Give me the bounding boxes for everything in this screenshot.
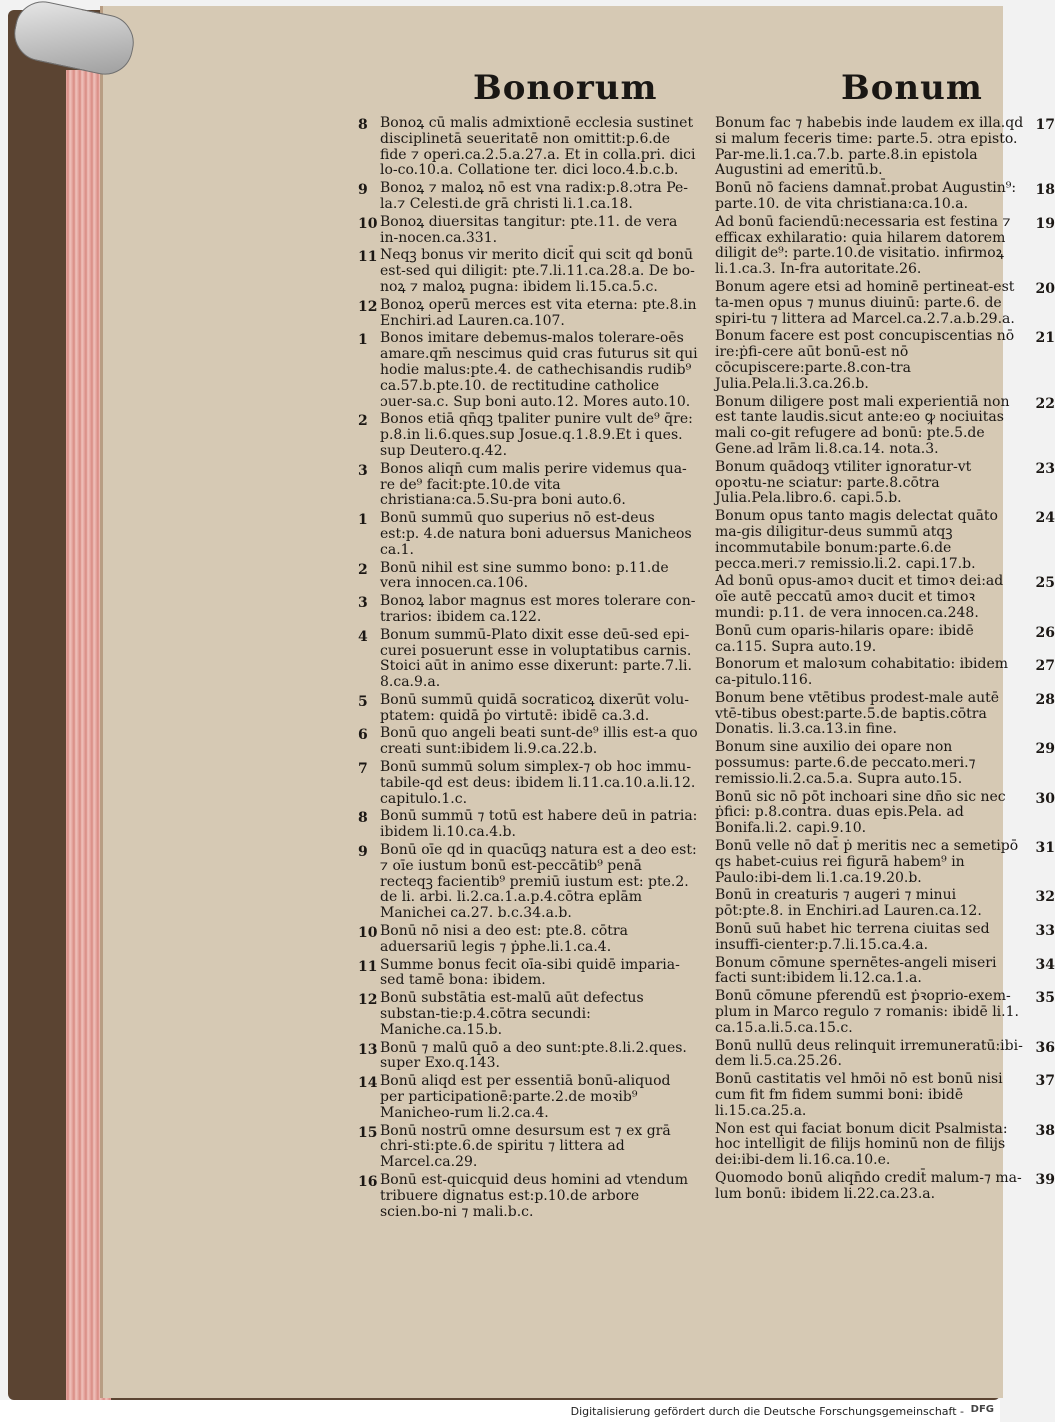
entry-number: 38: [1035, 1122, 1055, 1139]
entry-number: 8: [358, 810, 368, 827]
footer-text: Digitalisierung gefördert durch die Deutsche Forschungsgemeinschaft -: [570, 1405, 964, 1418]
entry-text: Bonū cōmune pferendū est ṗꝛoprio-exem-plum in Marco regulo ⁊ romanis: ibidē li.1. ca.15.a.li.5.ca.15.c.: [715, 988, 1019, 1036]
entry-number: 34: [1035, 956, 1055, 973]
header-right: Bonum: [841, 68, 983, 108]
index-entry: [715, 624, 1055, 656]
entry-number: 35: [1035, 990, 1055, 1007]
index-entry: [358, 594, 698, 626]
entry-text: Bonū summū ⁊ totū est habere deū in patria: ibidem li.10.ca.4.b.: [380, 808, 698, 841]
entry-text: Bonū nihil est sine summo bono: p.11.de vera innocen.ca.106.: [380, 559, 669, 592]
entry-text: Bonū castitatis vel hmōi nō est bonū nisi cum fit fm fidem summi boni: ibidē li.15.ca.25.a.: [715, 1071, 1003, 1119]
index-entry: [358, 1074, 698, 1121]
index-entry: [358, 726, 698, 758]
header-left: Bonorum: [473, 68, 658, 108]
entry-text: Bonū summū solum simplex-⁊ ob hoc immu-tabile-qd est deus: ibidem li.11.ca.10.a.li.12. capitulo.1.c.: [380, 759, 696, 807]
index-entry: [715, 116, 1055, 179]
entry-text: Bonoꝝ diuersitas tangitur: pte.11. de vera in-nocen.ca.331.: [380, 213, 678, 246]
index-entry: [358, 462, 698, 509]
entry-number: 4: [358, 628, 368, 645]
index-entry: [715, 1039, 1055, 1071]
index-entry: [358, 116, 698, 179]
index-entry: [358, 1173, 698, 1220]
entry-text: Bonū summū quidā socraticoꝝ dixerūt volu-ptatem: quidā ṗo virtutē: ibidē ca.3.d.: [380, 691, 690, 724]
index-entry: [715, 839, 1055, 886]
entry-number: 22: [1035, 395, 1055, 412]
entry-text: Bonū ⁊ malū quō a deo sunt:pte.8.li.2.ques. super Exo.q.143.: [380, 1039, 687, 1072]
index-entry: [358, 924, 698, 956]
entry-text: Bonū quo angeli beati sunt-de⁹ illis est-a quo creati sunt:ibidem li.9.ca.22.b.: [380, 725, 698, 758]
index-entry: [715, 740, 1055, 787]
index-entry: [715, 888, 1055, 920]
index-entry: [715, 280, 1055, 327]
entry-number: 12: [358, 992, 378, 1009]
entry-number: 11: [358, 249, 378, 266]
index-entry: [715, 1122, 1055, 1169]
entry-number: 16: [358, 1174, 378, 1190]
entry-text: Bonum sine auxilio dei opare non possumus: parte.6.de peccato.meri.⁊ remissio.li.2.ca.5.a. Supra auto.15.: [715, 739, 976, 787]
entry-number: 9: [358, 182, 368, 199]
index-entry: [358, 331, 698, 410]
entry-number: 29: [1035, 741, 1055, 758]
entry-text: Bonoꝝ labor magnus est mores tolerare con-trarios: ibidem ca.122.: [380, 593, 696, 625]
entry-number: 37: [1035, 1073, 1055, 1090]
entry-text: Summe bonus fecit oīa-sibi quidē imparia-sed tamē bona: ibidem.: [380, 956, 680, 989]
entry-number: 2: [358, 413, 368, 430]
entry-number: 1: [358, 512, 368, 529]
entry-number: 26: [1035, 624, 1055, 641]
entry-text: Bonū nō faciens damnat̄.probat Augustin⁹: parte.10. de vita christiana:ca.10.a.: [715, 180, 1017, 212]
entry-text: Bonū aliqd est per essentiā bonū-aliquod per participationē:parte.2.de moꝛib⁹ Manicheo-rum li.2.ca.4.: [380, 1073, 671, 1121]
index-entry: [715, 460, 1055, 507]
entry-number: 23: [1035, 460, 1055, 477]
index-entry: [715, 1171, 1055, 1203]
index-entry: [358, 1124, 698, 1171]
entry-number: 5: [358, 693, 368, 710]
entry-number: 9: [358, 844, 368, 861]
index-entry: [358, 248, 698, 295]
index-entry: [715, 922, 1055, 954]
entry-number: 11: [358, 958, 378, 975]
index-entry: [358, 693, 698, 725]
index-entry: [715, 790, 1055, 837]
entry-number: 21: [1035, 330, 1055, 347]
index-entry: [715, 657, 1055, 689]
entry-number: 7: [358, 761, 368, 778]
entry-text: Bonū summū quo superius nō est-deus est:p. 4.de natura boni aduersus Manicheos ca.1.: [380, 510, 692, 558]
entry-text: Bonū velle nō dat̄ ṗ meritis nec a semetipō qs habet-cuius rei figurā habem⁹ in Paulo:ibi-dem li.1.ca.19.20.b.: [715, 838, 1019, 886]
index-entry: [715, 956, 1055, 988]
index-entry: [358, 843, 698, 922]
index-entry: [358, 958, 698, 990]
index-entry: [715, 574, 1055, 621]
entry-text: Quomodo bonū aliqn̄do credit̄ malum-⁊ ma-lum bonū: ibidem li.22.ca.23.a.: [715, 1170, 1022, 1202]
entry-text: Bonoꝝ cū malis admixtionē ecclesia sustinet disciplinetā seueritatē non omittit:p.6.de fide ⁊ operi.ca.2.5.a.27.a. Et in colla.pri. dici lo-co.10.a. Collatione ter. dici loco.4.b.c.b.: [380, 115, 696, 179]
entry-text: Bonū nullū deus relinquit irremuneratū:ibi-dem li.5.ca.25.26.: [715, 1037, 1023, 1070]
entry-number: 32: [1035, 889, 1055, 906]
index-entry: [358, 215, 698, 247]
index-entry: [715, 691, 1055, 738]
entry-number: 27: [1035, 658, 1055, 675]
entry-text: Bonū suū habet hic terrena ciuitas sed insuffi-cienter:p.7.li.15.ca.4.a.: [715, 921, 990, 953]
entry-text: Bonum summū-Plato dixit esse deū-sed epi-curei posuerunt esse in voluptatibus carnis. Stoici aūt in animo esse dixerunt: parte.7.li. 8.ca.9.a.: [380, 626, 692, 691]
entry-text: Bonum quādoqꝫ vtiliter ignoratur-vt opoꝛtu-ne sciatur: parte.8.cōtra Julia.Pela.libro.6. capi.5.b.: [715, 458, 972, 507]
entry-text: Bonoꝝ operū merces est vita eterna: pte.8.in Enchiri.ad Lauren.ca.107.: [380, 296, 697, 329]
entry-text: Bonos aliqn̄ cum malis perire videmus qua-re de⁹ facit:pte.10.de vita christiana:ca.5.Su-pra boni auto.6.: [380, 460, 687, 509]
left-column: [358, 116, 698, 1222]
entry-text: Bonum agere etsi ad hominē pertineat-est ta-men opus ⁊ munus diuinū: parte.6. de spiri-tu ⁊ littera ad Marcel.ca.2.7.a.b.29.a.: [715, 278, 1015, 327]
entry-text: Bonum opus tanto magis delectat quāto ma-gis diligitur-deus summū atqꝫ incommutabile bonum:parte.6.de pecca.meri.⁊ remissio.li.2. capi.17.b.: [715, 508, 998, 572]
entry-number: 14: [358, 1075, 378, 1092]
index-entry: [358, 298, 698, 330]
entry-number: 31: [1035, 840, 1055, 857]
entry-number: 17: [1035, 117, 1055, 133]
dfg-logo: DFG: [970, 1404, 994, 1415]
entry-number: 30: [1035, 790, 1055, 807]
index-entry: [358, 181, 698, 213]
index-entry: [358, 511, 698, 558]
index-entry: [358, 809, 698, 841]
entry-text: Bonum bene vtētibus prodest-male autē vtē-tibus obest:parte.5.de baptis.cōtra Donatis. li.3.ca.13.in fine.: [715, 689, 999, 738]
entry-number: 6: [358, 727, 368, 744]
entry-text: Bonorum et maloꝛum cohabitatio: ibidem ca-pitulo.116.: [715, 656, 1009, 689]
index-entry: [715, 395, 1055, 458]
entry-number: 3: [358, 595, 368, 612]
entry-number: 24: [1035, 510, 1055, 527]
index-entry: [715, 1072, 1055, 1119]
entry-text: Bonū oīe qd in quacūqꝫ natura est a deo est: ⁊ oīe iustum bonū est-peccātib⁹ penā recteqꝫ facientib⁹ premiū iustum est: pte.2. de li. arbi. li.2.ca.1.a.p.4.cōtra eplām Manichei ca.27. b.c.34.a.b.: [380, 842, 697, 922]
index-entry: [358, 412, 698, 459]
entry-text: Bonū nostrū omne desursum est ⁊ ex grā chri-sti:pte.6.de spiritu ⁊ littera ad Marcel.ca.29.: [380, 1122, 671, 1171]
entry-number: 1: [358, 332, 368, 349]
entry-number: 10: [358, 925, 378, 942]
entry-number: 28: [1035, 691, 1055, 708]
entry-text: Bonū cum oparis-hilaris opare: ibidē ca.115. Supra auto.19.: [715, 622, 974, 655]
entry-number: 8: [358, 117, 368, 133]
entry-number: 3: [358, 462, 368, 479]
index-entry: [715, 215, 1055, 278]
entry-text: Bonum cōmune spernētes-angeli miseri facti sunt:ibidem li.12.ca.1.a.: [715, 954, 997, 987]
entry-number: 36: [1035, 1039, 1055, 1056]
entry-number: 18: [1035, 182, 1055, 199]
entry-number: 10: [358, 215, 378, 232]
entry-text: Neqꝫ bonus vir merito dicit̄ qui scit qd bonū est-sed qui diligit: pte.7.li.11.ca.28.a. De bo-noꝝ ⁊ maloꝝ pugna: ibidem li.15.ca.5.c.: [380, 247, 695, 295]
entry-text: Ad bonū opus-amoꝛ ducit et timoꝛ dei:ad oīe autē peccatū amoꝛ ducit et timoꝛ mundi: p.11. de vera innocen.ca.248.: [715, 573, 1004, 621]
entry-text: Bonum diligere post mali experientiā non est tante laudis.sicut ante:eo ꝙ nociuitas mali co-git refugere ad bonū: pte.5.de Gene.ad lrām li.8.ca.14. nota.3.: [715, 393, 1010, 457]
entry-number: 20: [1035, 280, 1055, 297]
index-entry: [715, 989, 1055, 1036]
entry-number: 19: [1035, 215, 1055, 232]
entry-text: Bonū substātia est-malū aūt defectus substan-tie:p.4.cōtra secundi: Maniche.ca.15.b.: [380, 990, 644, 1038]
footer: [0, 1400, 1000, 1422]
index-entry: [358, 760, 698, 807]
entry-number: 12: [358, 298, 378, 315]
entry-text: Ad bonū faciendū:necessaria est festina ⁊ efficax exhilaratio: quia hilarem datorem diligit de⁹: parte.10.de visitatio. infirmoꝝ li.1.ca.3. In-fra autoritate.26.: [715, 213, 1011, 278]
entry-number: 15: [358, 1124, 378, 1141]
entry-text: Bonū sic nō pōt inchoari sine dn̄o sic nec ṗfici: p.8.contra. duas epis.Pela. ad Bonifa.li.2. capi.9.10.: [715, 788, 1006, 837]
entry-number: 39: [1035, 1172, 1055, 1188]
entry-text: Bonos imitare debemus-malos tolerare-oēs amare.qm̄ nescimus quid cras futurus sit qui hodie malus:pte.4. de cathechisandis rudib⁹ ca.57.b.pte.10. de rectitudine catholice ɔuer-sa.c. Sup boni auto.12. Mores auto.10.: [380, 330, 698, 410]
index-entry: [358, 991, 698, 1038]
page: [100, 6, 1055, 1398]
index-entry: [715, 181, 1055, 213]
entry-text: Bonū est-quicquid deus homini ad vtendum tribuere dignatus est:p.10.de arbore scien.bo-ni ⁊ mali.b.c.: [380, 1172, 689, 1220]
entry-text: Bonū in creaturis ⁊ augeri ⁊ minui pōt:pte.8. in Enchiri.ad Lauren.ca.12.: [715, 887, 982, 920]
entry-text: Bonū nō nisi a deo est: pte.8. cōtra aduersariū legis ⁊ ṗphe.li.1.ca.4.: [380, 923, 628, 955]
index-entry: [715, 509, 1055, 572]
right-column: [715, 116, 1055, 1205]
index-entry: [358, 628, 698, 691]
entry-text: Bonos etiā qn̄qꝫ tpaliter punire vult de⁹ q̄re: p.8.in li.6.ques.sup Josue.q.1.8.9.Et i ques. sup Deutero.q.42.: [380, 411, 693, 459]
entry-number: 2: [358, 561, 368, 578]
entry-number: 33: [1035, 923, 1055, 940]
entry-text: Bonum facere est post concupiscentias nō ire:ṗfi-cere aūt bonū-est nō cōcupiscere:parte.8.con-tra Julia.Pela.li.3.ca.26.b.: [715, 328, 1015, 392]
entry-text: Bonoꝝ ⁊ maloꝝ nō est vna radix:p.8.ɔtra Pe-la.⁊ Celesti.de grā christi li.1.ca.18.: [380, 180, 689, 212]
entry-number: 25: [1035, 575, 1055, 592]
entry-number: 13: [358, 1041, 378, 1058]
index-entry: [358, 561, 698, 593]
entry-text: Non est qui faciat bonum dicit Psalmista: hoc intelligit de filijs hominū non de filijs dei:ibi-dem li.16.ca.10.e.: [715, 1120, 1008, 1169]
entry-text: Bonum fac ⁊ habebis inde laudem ex illa.qd si malum feceris time: parte.5. ɔtra episto. Par-me.li.1.ca.7.b. parte.8.in epistola Augustini ad emeritū.b.: [715, 115, 1024, 179]
index-entry: [715, 329, 1055, 392]
index-entry: [358, 1041, 698, 1073]
